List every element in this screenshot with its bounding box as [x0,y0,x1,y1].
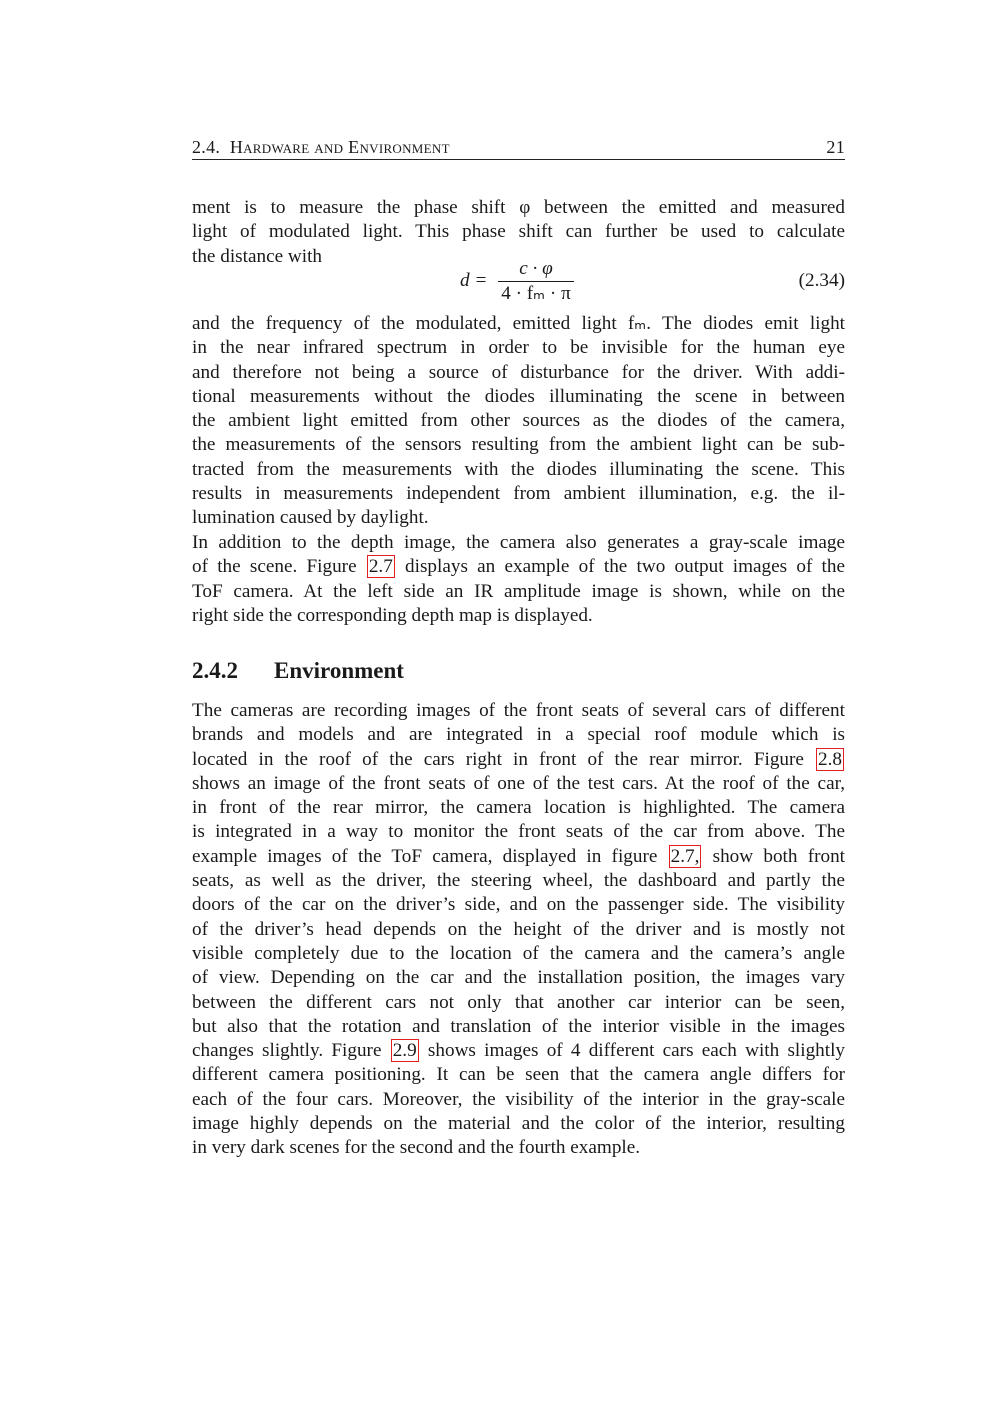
text-fragment: located in the roof of the cars right in front of the rear mirror. Figure [192,748,804,770]
text-fragment: of the scene. Figure [192,556,357,578]
text-fragment: show both front [712,845,846,867]
text-line: tracted from the measurements with the diodes illuminating the scene. This [192,458,845,480]
fraction-bar [498,281,574,282]
page-number: 21 [826,137,845,157]
text-line: ment is to measure the phase shift φ between the emitted and measured [192,197,845,218]
text-line [192,555,845,579]
text-fragment: displays an example of the two output images of the [405,556,845,578]
paragraph-modulated-light [192,312,845,531]
equation-2-34 [192,258,845,308]
text-fragment: example images of the ToF camera, displayed in figure [192,845,658,867]
text-line: each of the four cars. Moreover, the visibility of the interior in the gray-scale [192,1088,845,1110]
section-number: 2.4.2 [192,658,238,683]
figure-reference-link[interactable]: 2.7 [368,556,393,578]
text-line [192,845,845,869]
text-line: light of modulated light. This phase shift can further be used to calculate [192,221,845,243]
text-line: shows an image of the front seats of one of the test cars. At the roof of the car, [192,772,845,794]
text-line: in very dark scenes for the second and the fourth example. [192,1137,641,1159]
text-line: the measurements of the sensors resulting from the ambient light can be sub- [192,434,845,456]
figure-reference-link[interactable]: 2.9 [392,1040,417,1062]
header-section-number: 2.4. [192,137,221,157]
text-line: is integrated in a way to monitor the front seats of the car from above. The [192,821,845,843]
text-line: tional measurements without the diodes illuminating the scene in between [192,385,845,407]
text-line: ToF camera. At the left side an IR amplitude image is shown, while on the [192,580,845,602]
section-heading [192,658,404,684]
text-line: the ambient light emitted from other sources as the diodes of the camera, [192,410,845,432]
figure-reference-link[interactable]: 2.8 [818,748,843,770]
text-line: and the frequency of the modulated, emitted light fₘ. The diodes emit light [192,313,845,334]
text-fragment: changes slightly. Figure [192,1040,382,1062]
equation-denominator: 4 · fₘ · π [501,283,571,304]
header-section-title [192,137,450,158]
text-line: lumination caused by daylight. [192,507,429,529]
text-line: seats, as well as the driver, the steering wheel, the dashboard and partly the [192,870,845,892]
equation-number: (2.34) [798,270,845,291]
equation-numerator: c · φ [519,258,553,279]
text-line: the distance with [192,245,323,267]
text-line: different camera positioning. It can be seen that the camera angle differs for [192,1064,845,1086]
equation-fraction [498,258,574,305]
figure-reference-link[interactable]: 2.7, [670,845,700,867]
equation-lhs: d = [460,270,488,291]
text-line: results in measurements independent from ambient illumination, e.g. the il- [192,483,845,505]
header-title: Hardware and Environment [229,137,450,157]
text-line [192,748,845,772]
running-header [192,137,845,160]
text-line [192,1039,845,1063]
text-line: in the near infrared spectrum in order to be invisible for the human eye [192,337,845,359]
text-line: of the driver’s head depends on the height of the driver and is mostly not [192,918,845,940]
text-line: and therefore not being a source of disturbance for the driver. With addi- [192,361,845,383]
paragraph-environment [192,699,845,1161]
text-line: of view. Depending on the car and the installation position, the images vary [192,967,845,989]
section-title: Environment [274,658,404,683]
text-line: in front of the rear mirror, the camera location is highlighted. The camera [192,797,845,819]
text-line: In addition to the depth image, the camera also generates a gray-scale image [192,532,845,553]
text-line: brands and models and are integrated in a special roof module which is [192,724,845,746]
text-fragment: shows images of 4 different cars each with slightly [427,1040,846,1062]
text-line: image highly depends on the material and the color of the interior, resulting [192,1113,845,1135]
text-line: between the different cars not only that another car interior can be seen, [192,991,845,1013]
text-line: The cameras are recording images of the front seats of several cars of different [192,700,845,721]
paragraph-gray-scale-image [192,531,845,628]
text-line: doors of the car on the driver’s side, and on the passenger side. The visibility [192,894,845,916]
text-line: but also that the rotation and translation of the interior visible in the images [192,1015,845,1037]
text-line: right side the corresponding depth map is displayed. [192,604,593,626]
text-line: visible completely due to the location of the camera and the camera’s angle [192,942,845,964]
